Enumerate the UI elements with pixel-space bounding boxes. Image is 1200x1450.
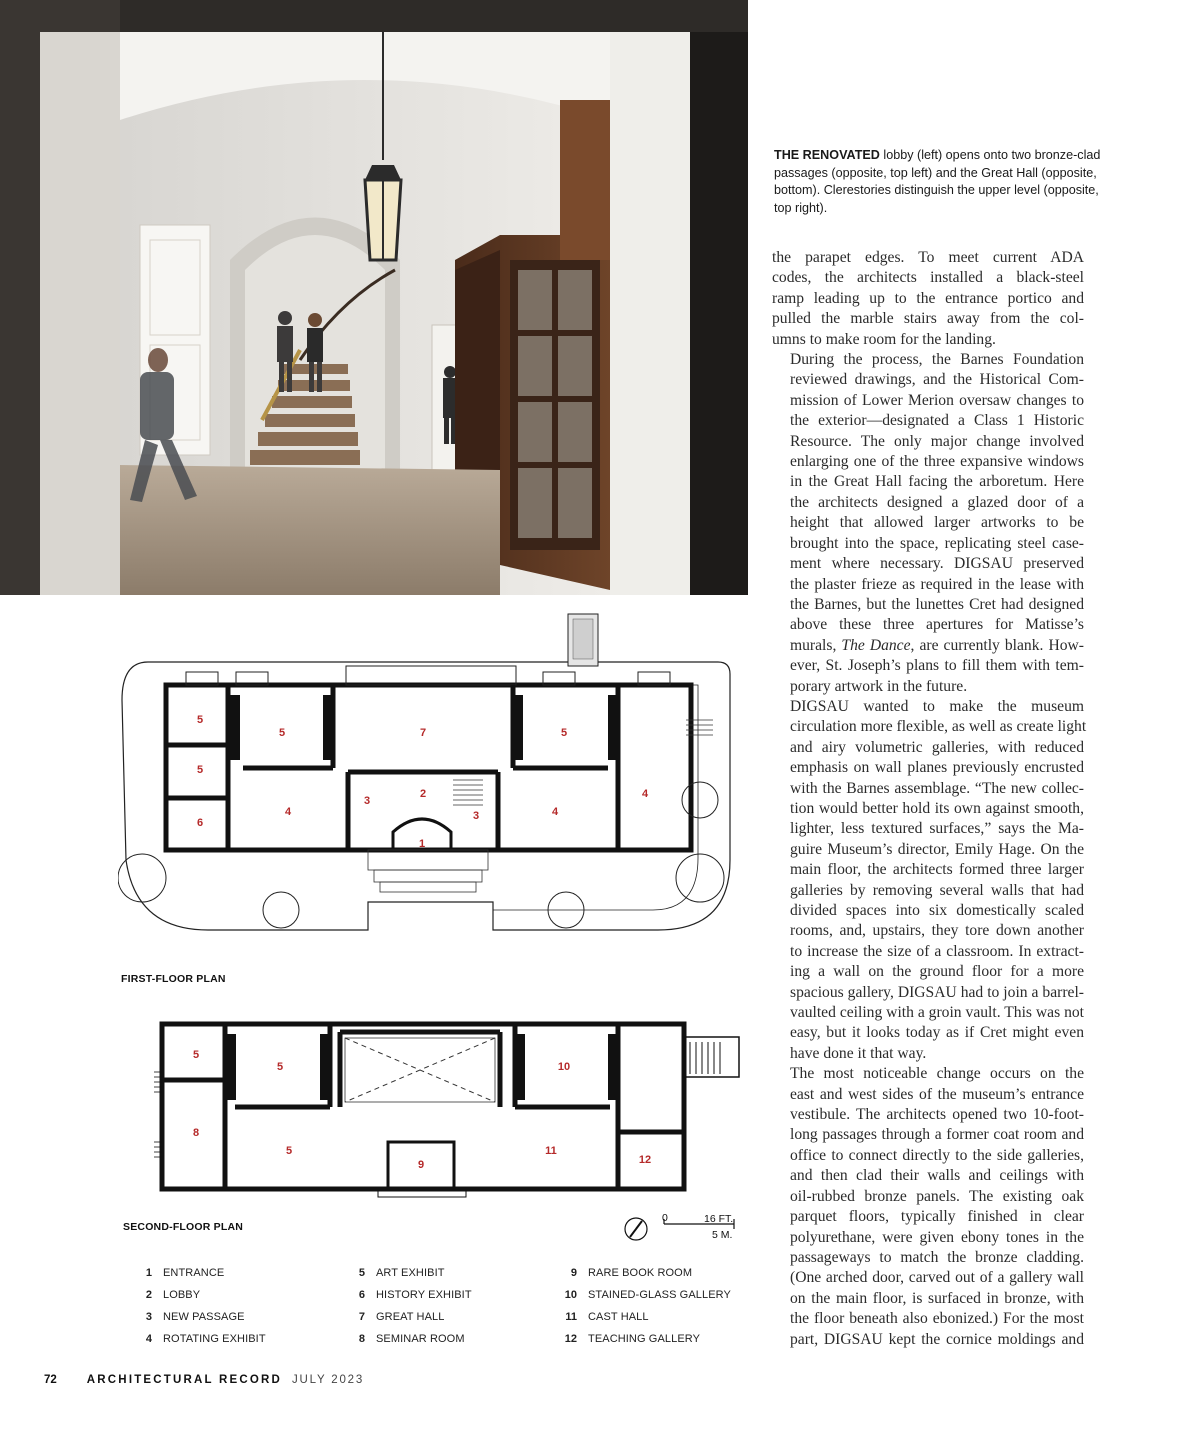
body-line: DIGSAU wanted to make the museum: [790, 697, 1084, 715]
body-line: tion would better hold its own against smooth,: [790, 799, 1084, 817]
room-number: 5: [192, 1049, 200, 1061]
room-number: 8: [192, 1127, 200, 1139]
room-number: 6: [196, 817, 204, 829]
body-line: galleries by removing several walls that had: [790, 881, 1084, 899]
body-line: vestibule. The architects opened two 10-foot-: [790, 1106, 1084, 1124]
body-line: ramp leading up to the entrance portico and: [772, 289, 1084, 307]
legend-column: [353, 1265, 563, 1353]
legend-number: 5: [358, 1267, 365, 1279]
body-line: have done it that way.: [790, 1044, 927, 1062]
body-line: the parapet edges. To meet current ADA: [772, 249, 1084, 266]
body-line: easy, but it looks today as if Cret might even: [790, 1024, 1084, 1042]
legend-item: [353, 1265, 563, 1287]
legend-number: 12: [564, 1333, 577, 1345]
body-line: the Barnes, but the lunettes Cret had designed: [790, 595, 1084, 613]
room-number: 5: [278, 727, 286, 739]
legend-number: 10: [564, 1289, 577, 1301]
legend-label: STAINED-GLASS GALLERY: [588, 1289, 731, 1301]
body-line: emphasis on wall planes previously encrusted: [790, 759, 1084, 777]
legend-number: 8: [358, 1333, 365, 1345]
legend-number: 11: [565, 1311, 577, 1323]
body-line: During the process, the Barnes Foundation: [790, 351, 1084, 369]
body-line: parquet floors, typically finished in clear: [790, 1208, 1084, 1226]
body-line: Resource. The only major change involved: [790, 432, 1084, 450]
legend-item: [353, 1287, 563, 1309]
scale-feet: 16 FT.: [704, 1213, 734, 1225]
body-line: guire Museum’s director, Emily Hage. On the: [790, 840, 1084, 858]
room-number: 10: [557, 1061, 571, 1073]
issue-date: JULY 2023: [292, 1374, 365, 1386]
body-line: office to connect directly to the side galleries,: [790, 1146, 1084, 1164]
legend-item: [140, 1309, 350, 1331]
room-number: 5: [276, 1061, 284, 1073]
legend-number: 7: [358, 1311, 365, 1323]
legend-number: 6: [358, 1289, 365, 1301]
legend-item: [565, 1309, 775, 1331]
legend-number: 3: [145, 1311, 152, 1323]
first-floor-plan: [118, 610, 748, 950]
legend-column: [565, 1265, 775, 1353]
legend-label: LOBBY: [163, 1289, 201, 1301]
body-paragraph: [772, 697, 1087, 1064]
room-number: 5: [196, 764, 204, 776]
body-paragraph: [772, 1064, 1084, 1350]
body-paragraph: [772, 350, 1084, 697]
body-line: on the main floor, is surfaced in bronze, with: [790, 1289, 1084, 1307]
legend-label: ENTRANCE: [163, 1267, 225, 1279]
legend-number: 4: [145, 1333, 152, 1345]
body-line: ever, St. Joseph’s plans to fill them with tem-: [790, 657, 1084, 675]
body-line: umns to make room for the landing.: [772, 330, 996, 348]
legend-label: CAST HALL: [588, 1311, 649, 1323]
body-line: (One arched door, carved out of a gallery wall: [790, 1269, 1084, 1287]
body-line: and airy volumetric galleries, with reduced: [790, 738, 1084, 756]
photo-caption: [774, 147, 1104, 217]
body-line: passageways to match the bronze cladding.: [790, 1248, 1084, 1266]
body-line: part, DIGSAU kept the cornice moldings and: [790, 1330, 1084, 1348]
body-paragraph: [772, 248, 1084, 350]
room-number: 9: [417, 1159, 425, 1171]
body-line: spacious gallery, DIGSAU had to join a barrel-: [790, 983, 1084, 1001]
body-line: reviewed drawings, and the Historical Com-: [790, 371, 1084, 389]
legend-number: 1: [145, 1267, 152, 1279]
second-floor-plan: [140, 1012, 748, 1202]
body-line: the architects designed a glazed door of a: [790, 493, 1084, 511]
body-line: polyurethane, were given ebony tones in the: [790, 1228, 1084, 1246]
legend-label: ART EXHIBIT: [376, 1267, 445, 1279]
room-number: 3: [363, 795, 371, 807]
legend-item: [353, 1309, 563, 1331]
magazine-name: ARCHITECTURAL RECORD: [86, 1374, 282, 1386]
legend-label: NEW PASSAGE: [163, 1311, 245, 1323]
room-number: 4: [641, 788, 649, 800]
room-number: 12: [638, 1154, 652, 1166]
second-floor-plan-label: SECOND-FLOOR PLAN: [123, 1221, 244, 1233]
article-body: [772, 248, 1087, 1350]
body-line: rooms, and, upstairs, they tore down another: [790, 922, 1084, 940]
page-footer: [44, 1374, 364, 1386]
room-number: 2: [419, 788, 427, 800]
legend-item: [140, 1265, 350, 1287]
legend-item: [565, 1331, 775, 1353]
scale-zero: 0: [662, 1212, 668, 1224]
legend-item: [140, 1331, 350, 1353]
body-line: and then clad their walls and ceilings with: [790, 1167, 1084, 1185]
room-number: 4: [284, 806, 292, 818]
room-number: 5: [196, 714, 204, 726]
room-number: 3: [472, 810, 480, 822]
body-line: codes, the architects installed a black-steel: [772, 269, 1084, 287]
lobby-photo: [0, 0, 748, 595]
legend-label: GREAT HALL: [376, 1311, 445, 1323]
body-line: east and west sides of the museum’s entrance: [790, 1085, 1084, 1103]
legend-item: [353, 1331, 563, 1353]
legend-label: ROTATING EXHIBIT: [163, 1333, 266, 1345]
legend-label: HISTORY EXHIBIT: [376, 1289, 472, 1301]
body-line: The most noticeable change occurs on the: [790, 1065, 1084, 1083]
legend-label: SEMINAR ROOM: [376, 1333, 465, 1345]
body-line: the plaster frieze as required in the lease with: [790, 575, 1084, 593]
body-line: the floor beneath also ebonized.) For the most: [790, 1310, 1084, 1328]
body-line: ment where necessary. DIGSAU preserved: [790, 555, 1084, 573]
body-line: main floor, the architects formed three larger: [790, 861, 1084, 879]
body-line: pulled the marble stairs away from the col-: [772, 310, 1084, 328]
room-number: 5: [560, 727, 568, 739]
body-line: divided spaces into six domestically scaled: [790, 902, 1084, 919]
body-line: oil-rubbed bronze panels. The existing oak: [790, 1187, 1084, 1205]
room-number: 4: [551, 806, 559, 818]
legend-item: [140, 1287, 350, 1309]
scale-bar: [622, 1213, 742, 1249]
room-number: 11: [545, 1145, 557, 1157]
body-line: above these three apertures for Matisse’s: [790, 616, 1084, 634]
body-line: enlarging one of the three expansive windows: [790, 453, 1084, 471]
body-line: lighter, less textured surfaces,” says the Ma-: [790, 820, 1084, 838]
legend-item: [565, 1265, 775, 1287]
body-line: in the Great Hall facing the arboretum. Here: [790, 473, 1084, 491]
body-line: ing a wall on the ground floor for a more: [790, 963, 1084, 981]
first-floor-plan-label: FIRST-FLOOR PLAN: [121, 973, 226, 985]
body-line: to increase the size of a classroom. In extract-: [790, 942, 1084, 960]
caption-lead: THE RENOVATED: [774, 148, 880, 162]
legend-number: 2: [145, 1289, 152, 1301]
body-line: vaulted ceiling with a groin vault. This was not: [790, 1004, 1084, 1022]
legend-label: RARE BOOK ROOM: [588, 1267, 693, 1279]
body-line: height that allowed larger artworks to be: [790, 514, 1084, 532]
caption-text: lobby (left) opens onto two bronze-clad passages (opposite, top left) and the Great Hall (opposite, bottom). Clerestories distinguish the upper level (opposite, top right).: [774, 148, 1101, 215]
legend-label: TEACHING GALLERY: [588, 1333, 701, 1345]
room-number: 5: [285, 1145, 293, 1157]
scale-meters: 5 M.: [712, 1229, 733, 1241]
body-line: circulation more flexible, as well as create light: [790, 718, 1087, 736]
legend-number: 9: [570, 1267, 577, 1279]
body-line: murals, The Dance, are currently blank. How-: [790, 636, 1084, 654]
body-line: porary artwork in the future.: [790, 677, 968, 695]
legend-item: [565, 1287, 775, 1309]
room-number: 1: [418, 838, 426, 850]
page-number: 72: [44, 1374, 57, 1386]
legend-column: [140, 1265, 350, 1353]
body-line: the exterior—designated a Class 1 Historic: [790, 412, 1084, 430]
body-line: mission of Lower Merion oversaw changes to: [790, 391, 1084, 409]
body-line: with the Barnes assemblage. “The new collec-: [790, 779, 1084, 797]
body-line: brought into the space, replicating steel case-: [790, 534, 1084, 552]
body-line: long passages through a former coat room and: [790, 1126, 1084, 1144]
room-number: 7: [419, 727, 427, 739]
